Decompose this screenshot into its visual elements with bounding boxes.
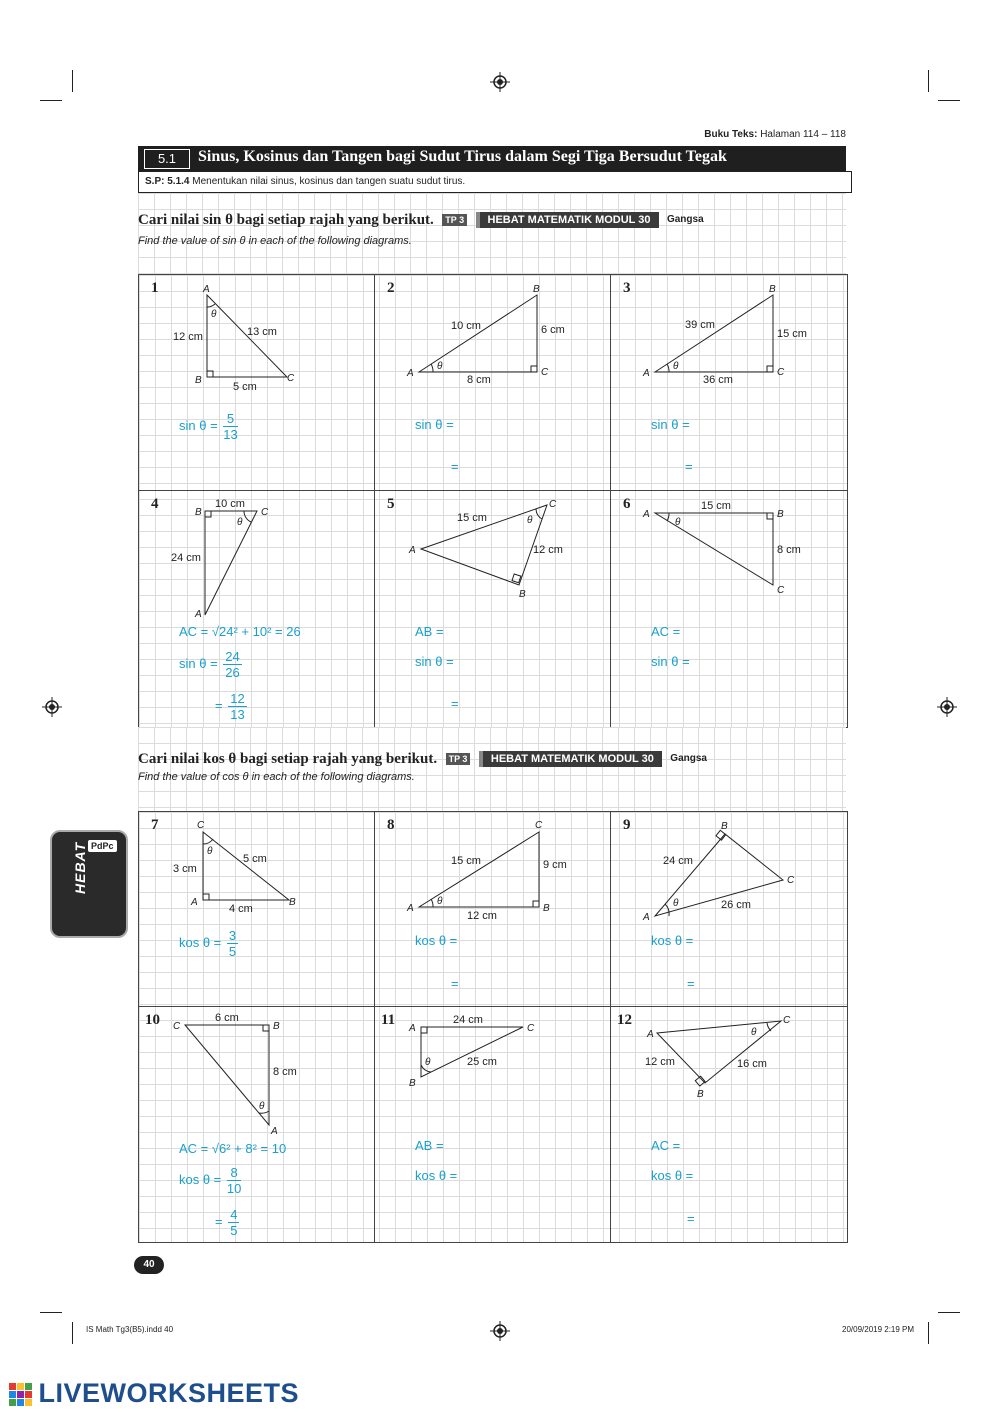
answer-line (215, 1207, 239, 1238)
part2-title: Cari nilai kos θ bagi setiap rajah yang berikut. (138, 751, 438, 767)
answer-text: kos θ = (179, 1171, 222, 1187)
answer-text: AC = √24² + 10² = 26 (179, 624, 301, 639)
numerator: 24 (225, 649, 240, 664)
answer-text: sin θ = (415, 654, 454, 669)
section-title: Sinus, Kosinus dan Tangen bagi Sudut Tirus dalam Segi Tiga Bersudut Tegak (198, 148, 727, 165)
angle-label: θ (673, 898, 679, 909)
vertex-label: A (647, 1029, 654, 1040)
question-number: 4 (151, 496, 159, 512)
numerator: 3 (228, 928, 237, 943)
side-label: 15 cm (457, 512, 487, 524)
vertex-label: A (407, 903, 414, 914)
question-cell (139, 491, 375, 727)
vertex-label: A (643, 912, 650, 922)
side-label: 12 cm (533, 544, 563, 556)
side-label: 15 cm (451, 855, 481, 867)
module-badge: HEBAT MATEMATIK MODUL 30 (479, 751, 662, 767)
vertex-label: C (287, 373, 295, 384)
answer-text: AB = (415, 1138, 444, 1153)
tp-badge: TP 3 (446, 753, 471, 765)
vertex-label: A (409, 545, 416, 556)
vertex-label: C (535, 820, 543, 831)
crop-mark (938, 100, 960, 101)
angle-label: θ (675, 517, 681, 528)
angle-label: θ (211, 309, 217, 320)
denominator: 5 (230, 1223, 238, 1238)
side-label: 13 cm (247, 326, 277, 338)
side-label: 24 cm (453, 1014, 483, 1026)
angle-label: θ (751, 1027, 757, 1038)
question-number: 6 (623, 496, 631, 512)
part2-subtitle: Find the value of cos θ in each of the following diagrams. (138, 771, 415, 783)
footer-file: IS Math Tg3(B5).indd 40 (86, 1325, 174, 1334)
answer-text: AC = (651, 624, 681, 639)
vertex-label: A (409, 1023, 416, 1034)
answer-text: AB = (415, 624, 444, 639)
crop-mark (928, 70, 929, 92)
answer-text: = (687, 1211, 695, 1226)
answer-text: = (215, 1213, 223, 1229)
vertex-label: A (643, 509, 650, 520)
question-cell (375, 275, 611, 491)
side-label: 5 cm (233, 381, 257, 393)
question-number: 2 (387, 280, 395, 296)
question-number: 8 (387, 817, 395, 833)
answer-text: = (687, 976, 695, 991)
answer-text: = (451, 976, 459, 991)
question-number: 5 (387, 496, 395, 512)
hebat-logo: HEBAT (72, 841, 88, 894)
triangle-diagram (611, 812, 847, 922)
triangle-diagram (611, 491, 847, 621)
vertex-label: B (289, 897, 296, 908)
angle-label: θ (207, 846, 213, 857)
footer-date: 20/09/2019 2:19 PM (842, 1325, 915, 1334)
sp-text: Menentukan nilai sinus, kosinus dan tangen suatu sudut tirus. (192, 176, 466, 187)
sp-code: S.P: 5.1.4 (145, 176, 190, 187)
level-label: Gangsa (666, 214, 704, 226)
level-label: Gangsa (670, 753, 707, 765)
answer-text: = (451, 459, 459, 474)
question-number: 12 (617, 1012, 632, 1028)
section-number: 5.1 (144, 149, 190, 169)
triangle-diagram (139, 491, 375, 621)
side-label: 10 cm (451, 320, 481, 332)
triangle-diagram (375, 1007, 611, 1137)
vertex-label: A (203, 284, 210, 295)
vertex-label: C (777, 585, 785, 596)
answer-line (179, 411, 238, 442)
answer-line (215, 691, 247, 722)
vertex-label: B (409, 1078, 416, 1089)
denominator: 13 (223, 427, 238, 442)
side-label: 12 cm (645, 1056, 675, 1068)
vertex-label: A (643, 368, 650, 379)
side-label: 25 cm (467, 1056, 497, 1068)
question-cell (611, 491, 847, 727)
triangle-diagram (139, 1007, 375, 1137)
triangle-diagram (139, 812, 375, 922)
triangle-diagram (375, 491, 611, 621)
vertex-label: C (173, 1021, 181, 1032)
triangle-diagram (375, 275, 611, 405)
vertex-label: B (273, 1021, 280, 1032)
question-cell (375, 812, 611, 1007)
answer-line (179, 928, 238, 959)
answer-text: kos θ = (415, 933, 458, 948)
pdpc-badge: PdPc (88, 840, 117, 852)
answer-text: kos θ = (179, 934, 222, 950)
vertex-label: B (543, 903, 550, 914)
numerator: 4 (230, 1207, 238, 1222)
part2-heading (138, 750, 707, 768)
side-label: 8 cm (777, 544, 801, 556)
question-cell (375, 1007, 611, 1242)
brand-logo (8, 1378, 299, 1409)
vertex-label: C (541, 367, 549, 378)
numerator: 5 (223, 411, 237, 427)
vertex-label: B (697, 1089, 704, 1100)
angle-label: θ (527, 515, 533, 526)
brand-icon (8, 1381, 34, 1407)
side-label: 6 cm (215, 1012, 239, 1024)
side-label: 8 cm (467, 374, 491, 386)
question-cell (139, 275, 375, 491)
triangle-diagram (139, 275, 375, 405)
denominator: 10 (226, 1181, 242, 1196)
question-number: 11 (381, 1012, 396, 1028)
vertex-label: A (191, 897, 198, 908)
module-badge: HEBAT MATEMATIK MODUL 30 (476, 212, 659, 228)
question-cell (611, 1007, 847, 1242)
side-label: 10 cm (215, 498, 245, 510)
background-grid (138, 727, 846, 811)
registration-mark-icon (42, 697, 62, 717)
crop-mark (40, 100, 62, 101)
vertex-label: A (195, 609, 202, 620)
triangle-diagram (611, 1007, 847, 1137)
question-number: 1 (151, 280, 159, 296)
vertex-label: C (197, 820, 205, 831)
vertex-label: B (519, 589, 526, 600)
answer-text: = (685, 459, 693, 474)
textbook-pages: Halaman 114 – 118 (760, 129, 846, 140)
side-label: 16 cm (737, 1058, 767, 1070)
numerator: 12 (230, 691, 245, 706)
answer-text: kos θ = (651, 1168, 694, 1183)
angle-label: θ (259, 1101, 265, 1112)
vertex-label: C (783, 1015, 791, 1026)
textbook-reference (704, 129, 846, 140)
numerator: 8 (227, 1165, 241, 1181)
section-header (138, 146, 846, 171)
tp-badge: TP 3 (442, 214, 467, 226)
vertex-label: A (407, 368, 414, 379)
side-label: 15 cm (701, 500, 731, 512)
answer-text: sin θ = (179, 655, 218, 671)
angle-label: θ (437, 361, 443, 372)
question-table-2 (138, 811, 848, 1243)
denominator: 26 (225, 665, 240, 680)
answer-text: kos θ = (415, 1168, 458, 1183)
vertex-label: C (527, 1023, 535, 1034)
answer-line (179, 649, 242, 680)
vertex-label: B (777, 509, 784, 520)
angle-label: θ (237, 517, 243, 528)
answer-text: sin θ = (179, 417, 218, 433)
registration-mark-icon (937, 697, 957, 717)
registration-mark-icon (490, 1321, 510, 1341)
side-label: 12 cm (467, 910, 497, 922)
triangle-diagram (375, 812, 611, 922)
side-label: 15 cm (777, 328, 807, 340)
side-label: 39 cm (685, 319, 715, 331)
question-number: 3 (623, 280, 631, 296)
crop-mark (938, 1312, 960, 1313)
answer-text: sin θ = (651, 417, 690, 432)
vertex-label: C (549, 499, 557, 510)
question-number: 9 (623, 817, 631, 833)
side-label: 6 cm (541, 324, 565, 336)
side-label: 8 cm (273, 1066, 297, 1078)
side-label: 26 cm (721, 899, 751, 911)
vertex-label: C (777, 367, 785, 378)
angle-label: θ (437, 896, 443, 907)
question-cell (139, 812, 375, 1007)
learning-standard (138, 171, 852, 193)
side-tab (50, 830, 128, 938)
vertex-label: B (195, 375, 202, 386)
background-grid (138, 193, 846, 275)
textbook-label: Buku Teks: (704, 129, 758, 140)
crop-mark (72, 1322, 73, 1344)
vertex-label: A (271, 1126, 278, 1137)
vertex-label: B (721, 821, 728, 832)
side-label: 3 cm (173, 863, 197, 875)
answer-text: = (451, 696, 459, 711)
vertex-label: B (533, 284, 540, 295)
vertex-label: B (769, 284, 776, 295)
answer-text: AC = √6² + 8² = 10 (179, 1141, 287, 1156)
side-label: 24 cm (663, 855, 693, 867)
answer-line (179, 1165, 241, 1196)
side-label: 4 cm (229, 903, 253, 915)
side-label: 12 cm (173, 331, 203, 343)
crop-mark (928, 1322, 929, 1344)
crop-mark (40, 1312, 62, 1313)
registration-mark-icon (490, 72, 510, 92)
vertex-label: B (195, 507, 202, 518)
question-cell (375, 491, 611, 727)
triangle-diagram (611, 275, 847, 405)
side-label: 9 cm (543, 859, 567, 871)
side-label: 5 cm (243, 853, 267, 865)
vertex-label: C (261, 507, 269, 518)
side-label: 24 cm (171, 552, 201, 564)
brand-name: LIVEWORKSHEETS (38, 1378, 299, 1408)
answer-text: kos θ = (651, 933, 694, 948)
answer-text: AC = (651, 1138, 681, 1153)
denominator: 13 (230, 707, 245, 722)
denominator: 5 (228, 944, 237, 959)
vertex-label: C (787, 875, 795, 886)
question-number: 7 (151, 817, 159, 833)
angle-label: θ (673, 361, 679, 372)
page-number: 40 (134, 1256, 164, 1274)
question-cell (611, 812, 847, 1007)
crop-mark (72, 70, 73, 92)
part1-heading (138, 211, 704, 229)
question-cell (139, 1007, 375, 1242)
angle-label: θ (425, 1057, 431, 1068)
part1-title: Cari nilai sin θ bagi setiap rajah yang berikut. (138, 212, 434, 228)
question-cell (611, 275, 847, 491)
question-table-1 (138, 274, 848, 728)
question-number: 10 (145, 1012, 160, 1028)
answer-text: sin θ = (651, 654, 690, 669)
part1-subtitle: Find the value of sin θ in each of the following diagrams. (138, 235, 412, 247)
answer-text: = (215, 697, 223, 713)
side-label: 36 cm (703, 374, 733, 386)
answer-text: sin θ = (415, 417, 454, 432)
